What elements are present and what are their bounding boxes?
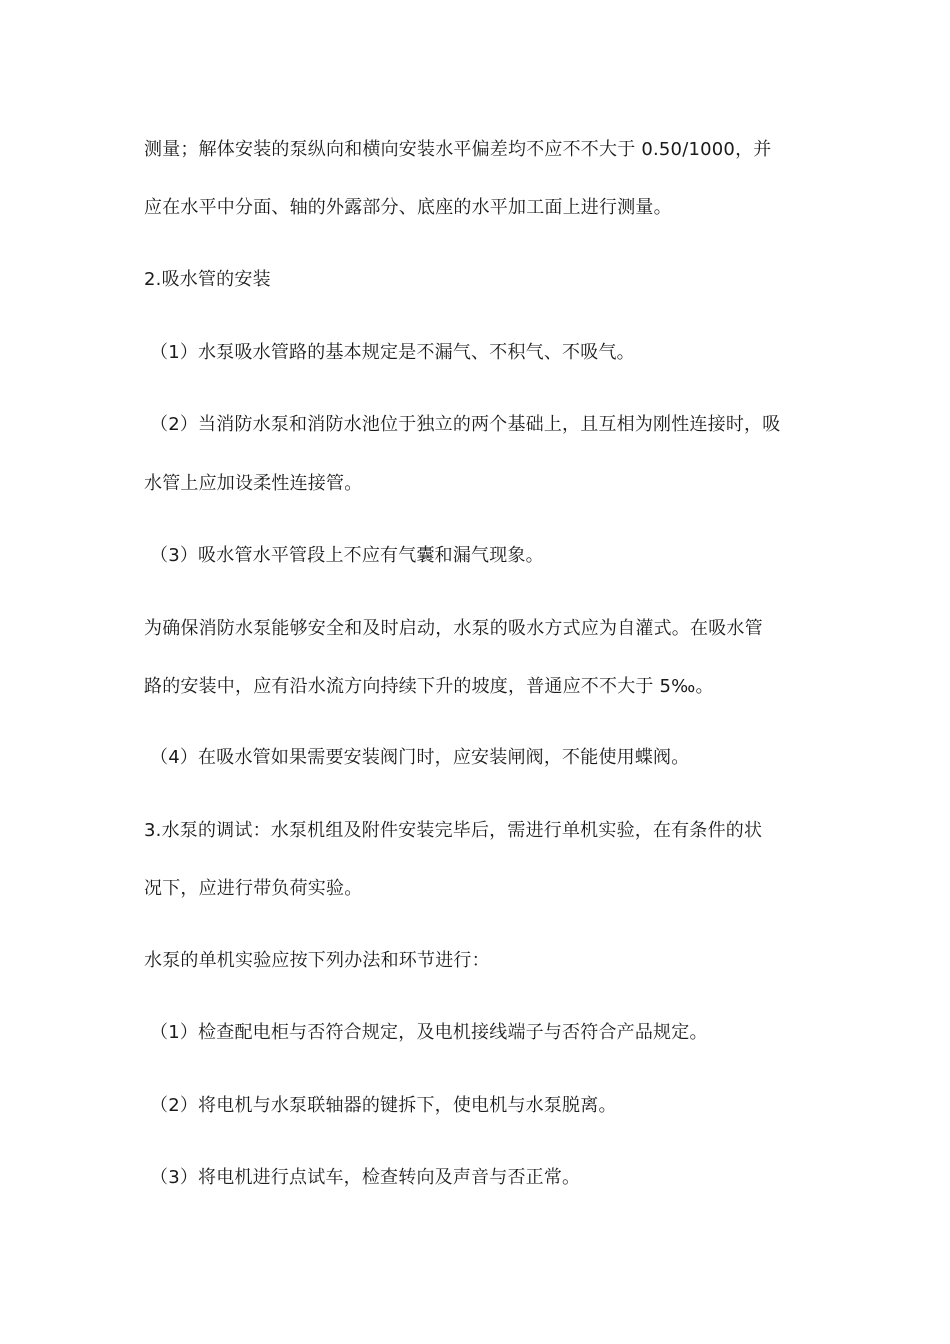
section-heading: 3.水泵的调试：水泵机组及附件安装完毕后，需进行单机实验，在有条件的状 bbox=[144, 820, 763, 841]
text-line: 水管上应加设柔性连接管。 bbox=[144, 473, 363, 494]
section-heading: 2.吸水管的安装 bbox=[144, 269, 271, 290]
list-item: （1）水泵吸水管路的基本规定是不漏气、不积气、不吸气。 bbox=[150, 342, 635, 363]
list-item: （3）将电机进行点试车，检查转向及声音与否正常。 bbox=[150, 1167, 581, 1188]
text-line: 测量；解体安装的泵纵向和横向安装水平偏差均不应不不大于 0.50/1000，并 bbox=[144, 139, 772, 160]
text-line: 路的安装中，应有沿水流方向持续下升的坡度，普通应不不大于 5‰。 bbox=[144, 676, 714, 697]
list-item: （2）将电机与水泵联轴器的键拆下，使电机与水泵脱离。 bbox=[150, 1095, 617, 1116]
text-line: 况下，应进行带负荷实验。 bbox=[144, 878, 363, 899]
text-line: 应在水平中分面、轴的外露部分、底座的水平加工面上进行测量。 bbox=[144, 197, 672, 218]
text-line: 水泵的单机实验应按下列办法和环节进行： bbox=[144, 950, 490, 971]
list-item: （3）吸水管水平管段上不应有气囊和漏气现象。 bbox=[150, 545, 544, 566]
text-line: 为确保消防水泵能够安全和及时启动，水泵的吸水方式应为自灌式。在吸水管 bbox=[144, 618, 763, 639]
list-item: （1）检查配电柜与否符合规定，及电机接线端子与否符合产品规定。 bbox=[150, 1022, 708, 1043]
list-item: （4）在吸水管如果需要安装阀门时，应安装闸阀，不能使用蝶阀。 bbox=[150, 747, 690, 768]
list-item: （2）当消防水泵和消防水池位于独立的两个基础上，且互相为刚性连接时，吸 bbox=[150, 414, 781, 435]
